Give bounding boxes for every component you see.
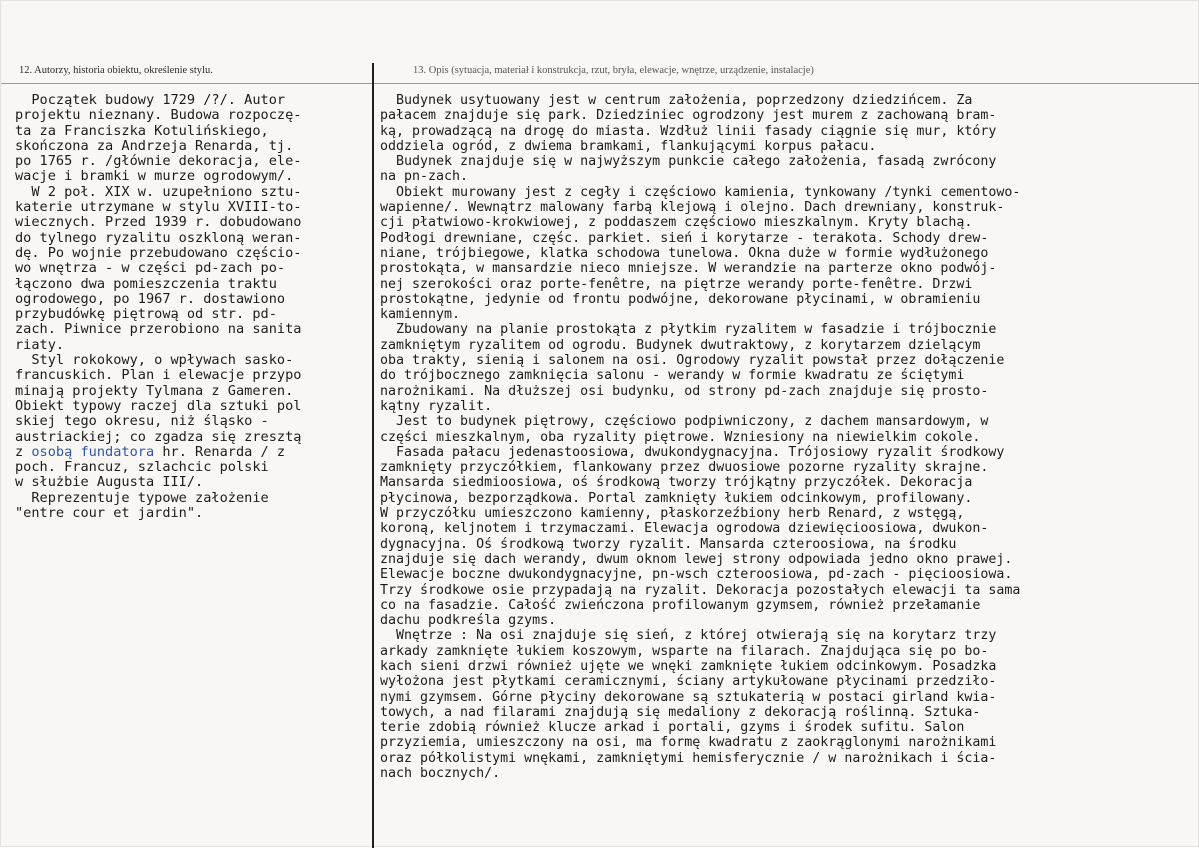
text-line: do tylnego ryzalitu oszkloną weran- [15, 229, 302, 246]
text-line: co na fasadzie. Całość zwieńczona profilowanym gzymsem, również przełamanie [380, 597, 981, 613]
text-line: ką, prowadzącą na drogę do miasta. Wzdłuż linii fasady ciągnie się mur, który [380, 123, 997, 139]
text-line: "entre cour et jardin". [15, 505, 204, 522]
text-line: koroną, keljnotem i trzymaczami. Elewacja ogrodowa dziewięcioosiowa, dwukon- [380, 521, 989, 537]
text-line: dę. Po wojnie przebudowano częścio- [15, 244, 302, 261]
text-line: przybudówkę piętrową od str. pd- [15, 306, 277, 323]
text-line: Wnętrze : Na osi znajduje się sień, z której otwierają się na korytarz trzy [380, 628, 997, 644]
text-line: Mansarda siedmioosiowa, oś środkową tworzy trójkątny przyczółek. Dekoracja [380, 475, 973, 491]
text-line: narożnikami. Na dłuższej osi budynku, od strony pd-zach znajduje się prosto- [380, 383, 989, 399]
text-line: Budynek usytuowany jest w centrum założenia, poprzedzony dziedzińcem. Za [380, 93, 973, 108]
text-line: nymi gzymsem. Górne płyciny dekorowane są sztukaterią w postaci girland kwia- [380, 689, 997, 705]
description-text-column [380, 93, 1192, 781]
text-line: arkady zamknięte łukiem koszowym, wsparte na filarach. Znajdująca się po bo- [380, 643, 989, 659]
text-line: W 2 poł. XIX w. uzupełniono sztu- [15, 183, 302, 200]
text-line: niane, trójbiegowe, klatka schodowa tunelowa. Okna duże w formie wydłużonego [380, 245, 989, 261]
text-line: cji płatwiowo-krokwiowej, z poddaszem częściowo mieszkalnym. Kryty blachą. [380, 215, 973, 231]
text-line: oddziela ogród, z dwiema bramkami, flankującymi korpus pałacu. [380, 138, 877, 154]
text-line: Styl rokokowy, o wpływach sasko- [15, 352, 294, 369]
text-line: katerie utrzymane w stylu XVIII-to- [15, 199, 302, 216]
text-line: nej szerokości oraz porte-fenêtre, na piętrze werandy porte-fenêtre. Drzwi [380, 276, 973, 292]
text-line: ta za Franciszka Kotulińskiego, [15, 122, 269, 139]
text-line: oraz półkolistymi wnękami, zamkniętymi hemisferycznie / w narożnikach i ścia- [380, 750, 997, 766]
text-line: Trzy środkowe osie przypadają na ryzalit. Dekoracja pozostałych elewacji ta sama [380, 582, 1021, 598]
text-line: riaty. [15, 336, 65, 353]
text-line: Jest to budynek piętrowy, częściowo podpiwniczony, z dachem mansardowym, w [380, 414, 989, 430]
text-line: skończona za Andrzeja Renarda, tj. [15, 137, 294, 154]
text-line-prefix: z [15, 443, 32, 460]
text-line: na pn-zach. [380, 169, 469, 185]
text-line: terie zdobią również klucze arkad i portali, gzyms i środek sufitu. Salon [380, 720, 965, 736]
text-line: kamiennym. [380, 307, 461, 323]
text-line: Fasada pałacu jedenastoosiowa, dwukondygnacyjna. Trójosiowy ryzalit środkowy [380, 444, 1005, 460]
text-line: części mieszkalnym, oba ryzality piętrowe. Wzniesiony na niewielkim cokole. [380, 429, 981, 445]
text-line: wacje i bramki w murze ogrodowym/. [15, 168, 294, 185]
text-line: po 1765 r. /głównie dekoracja, ele- [15, 153, 302, 170]
text-line: wyłożona jest płytkami ceramicznymi, ściany artykułowane płycinami przedziło- [380, 674, 997, 690]
text-line-suffix: hr. Renarda / z [154, 443, 286, 460]
text-line: projektu nieznany. Budowa rozpoczę- [15, 107, 302, 124]
handwritten-insert: osobą fundatora [31, 443, 155, 460]
header-rule [1, 83, 1199, 84]
text-line: Zbudowany na planie prostokąta z płytkim ryzalitem w fasadzie i trójbocznie [380, 322, 997, 338]
text-line: łączono dwa pomieszczenia traktu [15, 275, 277, 292]
text-line: pałacem znajduje się park. Dziedziniec ogrodzony jest murem z zachowaną bram- [380, 108, 997, 124]
text-line: skiej tego okresu, niż śląsko - [15, 413, 269, 430]
text-line: do trójbocznego zamknięcia salonu - werandy w formie kwadratu ze ściętymi [380, 368, 965, 384]
text-line: kach sieni drzwi również ujęte we wnęki zamknięte łukiem odcinkowym. Posadzka [380, 658, 997, 674]
text-line: płycinowa, bezporządkowa. Portal zamknięty łukiem odcinkowym, profilowany. [380, 490, 973, 506]
text-line: austriackiej; co zgadza się zresztą [15, 428, 302, 445]
text-line: Reprezentuje typowe założenie [15, 489, 269, 506]
text-line: Elewacje boczne dwukondygnacyjne, pn-wsch czteroosiowa, pd-zach - pięcioosiowa. [380, 567, 1013, 583]
text-line: W przyczółku umieszczono kamienny, płaskorzeźbiony herb Renard, z wstęgą, [380, 506, 965, 522]
text-line: wo wnętrza - w części pd-zach po- [15, 260, 286, 277]
text-line: prostokąta, w mansardzie nieco mniejsze. W werandzie na parterze okno podwój- [380, 261, 997, 277]
text-line: Początek budowy 1729 /?/. Autor [15, 92, 286, 108]
text-line: oba trakty, sienią i salonem na osi. Ogrodowy ryzalit powstał przez dołączenie [380, 353, 1005, 369]
text-line: przyziemia, umieszczony na osi, ma formę kwadratu z zaokrąglonymi narożnikami [380, 735, 997, 751]
text-line: Podłogi drewniane, częśc. parkiet. sień i korytarze - terakota. Schody drew- [380, 230, 989, 246]
column-divider [372, 63, 374, 848]
text-line: wiecznych. Przed 1939 r. dobudowano [15, 214, 302, 231]
section-12-header: 12. Autorzy, historia obiektu, określenie stylu. [19, 65, 213, 76]
text-line: poch. Francuz, szlachcic polski [15, 459, 269, 476]
text-line: zamkniętym ryzalitem od ogrodu. Budynek dwutraktowy, z korytarzem dzielącym [380, 337, 981, 353]
text-line: dachu podkreśla gzyms. [380, 613, 557, 629]
text-line: kątny ryzalit. [380, 398, 493, 414]
text-line: francuskich. Plan i elewacje przypo [15, 367, 302, 384]
history-text-column [15, 93, 367, 521]
text-line: ogrodowego, po 1967 r. dostawiono [15, 290, 286, 307]
text-line: znajduje się dach werandy, dwum oknom lewej strony odpowiada jedno okno prawej. [380, 551, 1013, 567]
text-line: w służbie Augusta III/. [15, 474, 204, 491]
text-line: minają projekty Tylmana z Gameren. [15, 382, 294, 399]
text-line [15, 445, 367, 460]
text-line: Obiekt murowany jest z cegły i częściowo kamienia, tynkowany /tynki cementowo- [380, 184, 1021, 200]
text-line: zamknięty przyczółkiem, flankowany przez dwuosiowe pozorne ryzality skrajne. [380, 460, 989, 476]
text-line: nach bocznych/. [380, 766, 501, 782]
text-line: dygnacyjna. Oś środkową tworzy ryzalit. Mansarda czteroosiowa, na środku [380, 536, 957, 552]
text-line: towych, a nad filarami znajdują się medaliony z dekoracją roślinną. Sztuka- [380, 704, 981, 720]
text-line: Obiekt typowy raczej dla sztuki pol [15, 397, 302, 414]
text-line: prostokątne, jedynie od frontu podwójne, dekorowane płycinami, w obramieniu [380, 291, 981, 307]
text-line: zach. Piwnice przerobiono na sanita [15, 321, 302, 338]
text-line: Budynek znajduje się w najwyższym punkcie całego założenia, fasadą zwrócony [380, 154, 997, 170]
text-line: wapienne/. Wewnątrz malowany farbą klejową i olejno. Dach drewniany, konstruk- [380, 200, 1005, 216]
section-13-header: 13. Opis (sytuacja, materiał i konstrukcja, rzut, bryła, elewacje, wnętrze, urządzenie, instalacje) [413, 65, 814, 76]
